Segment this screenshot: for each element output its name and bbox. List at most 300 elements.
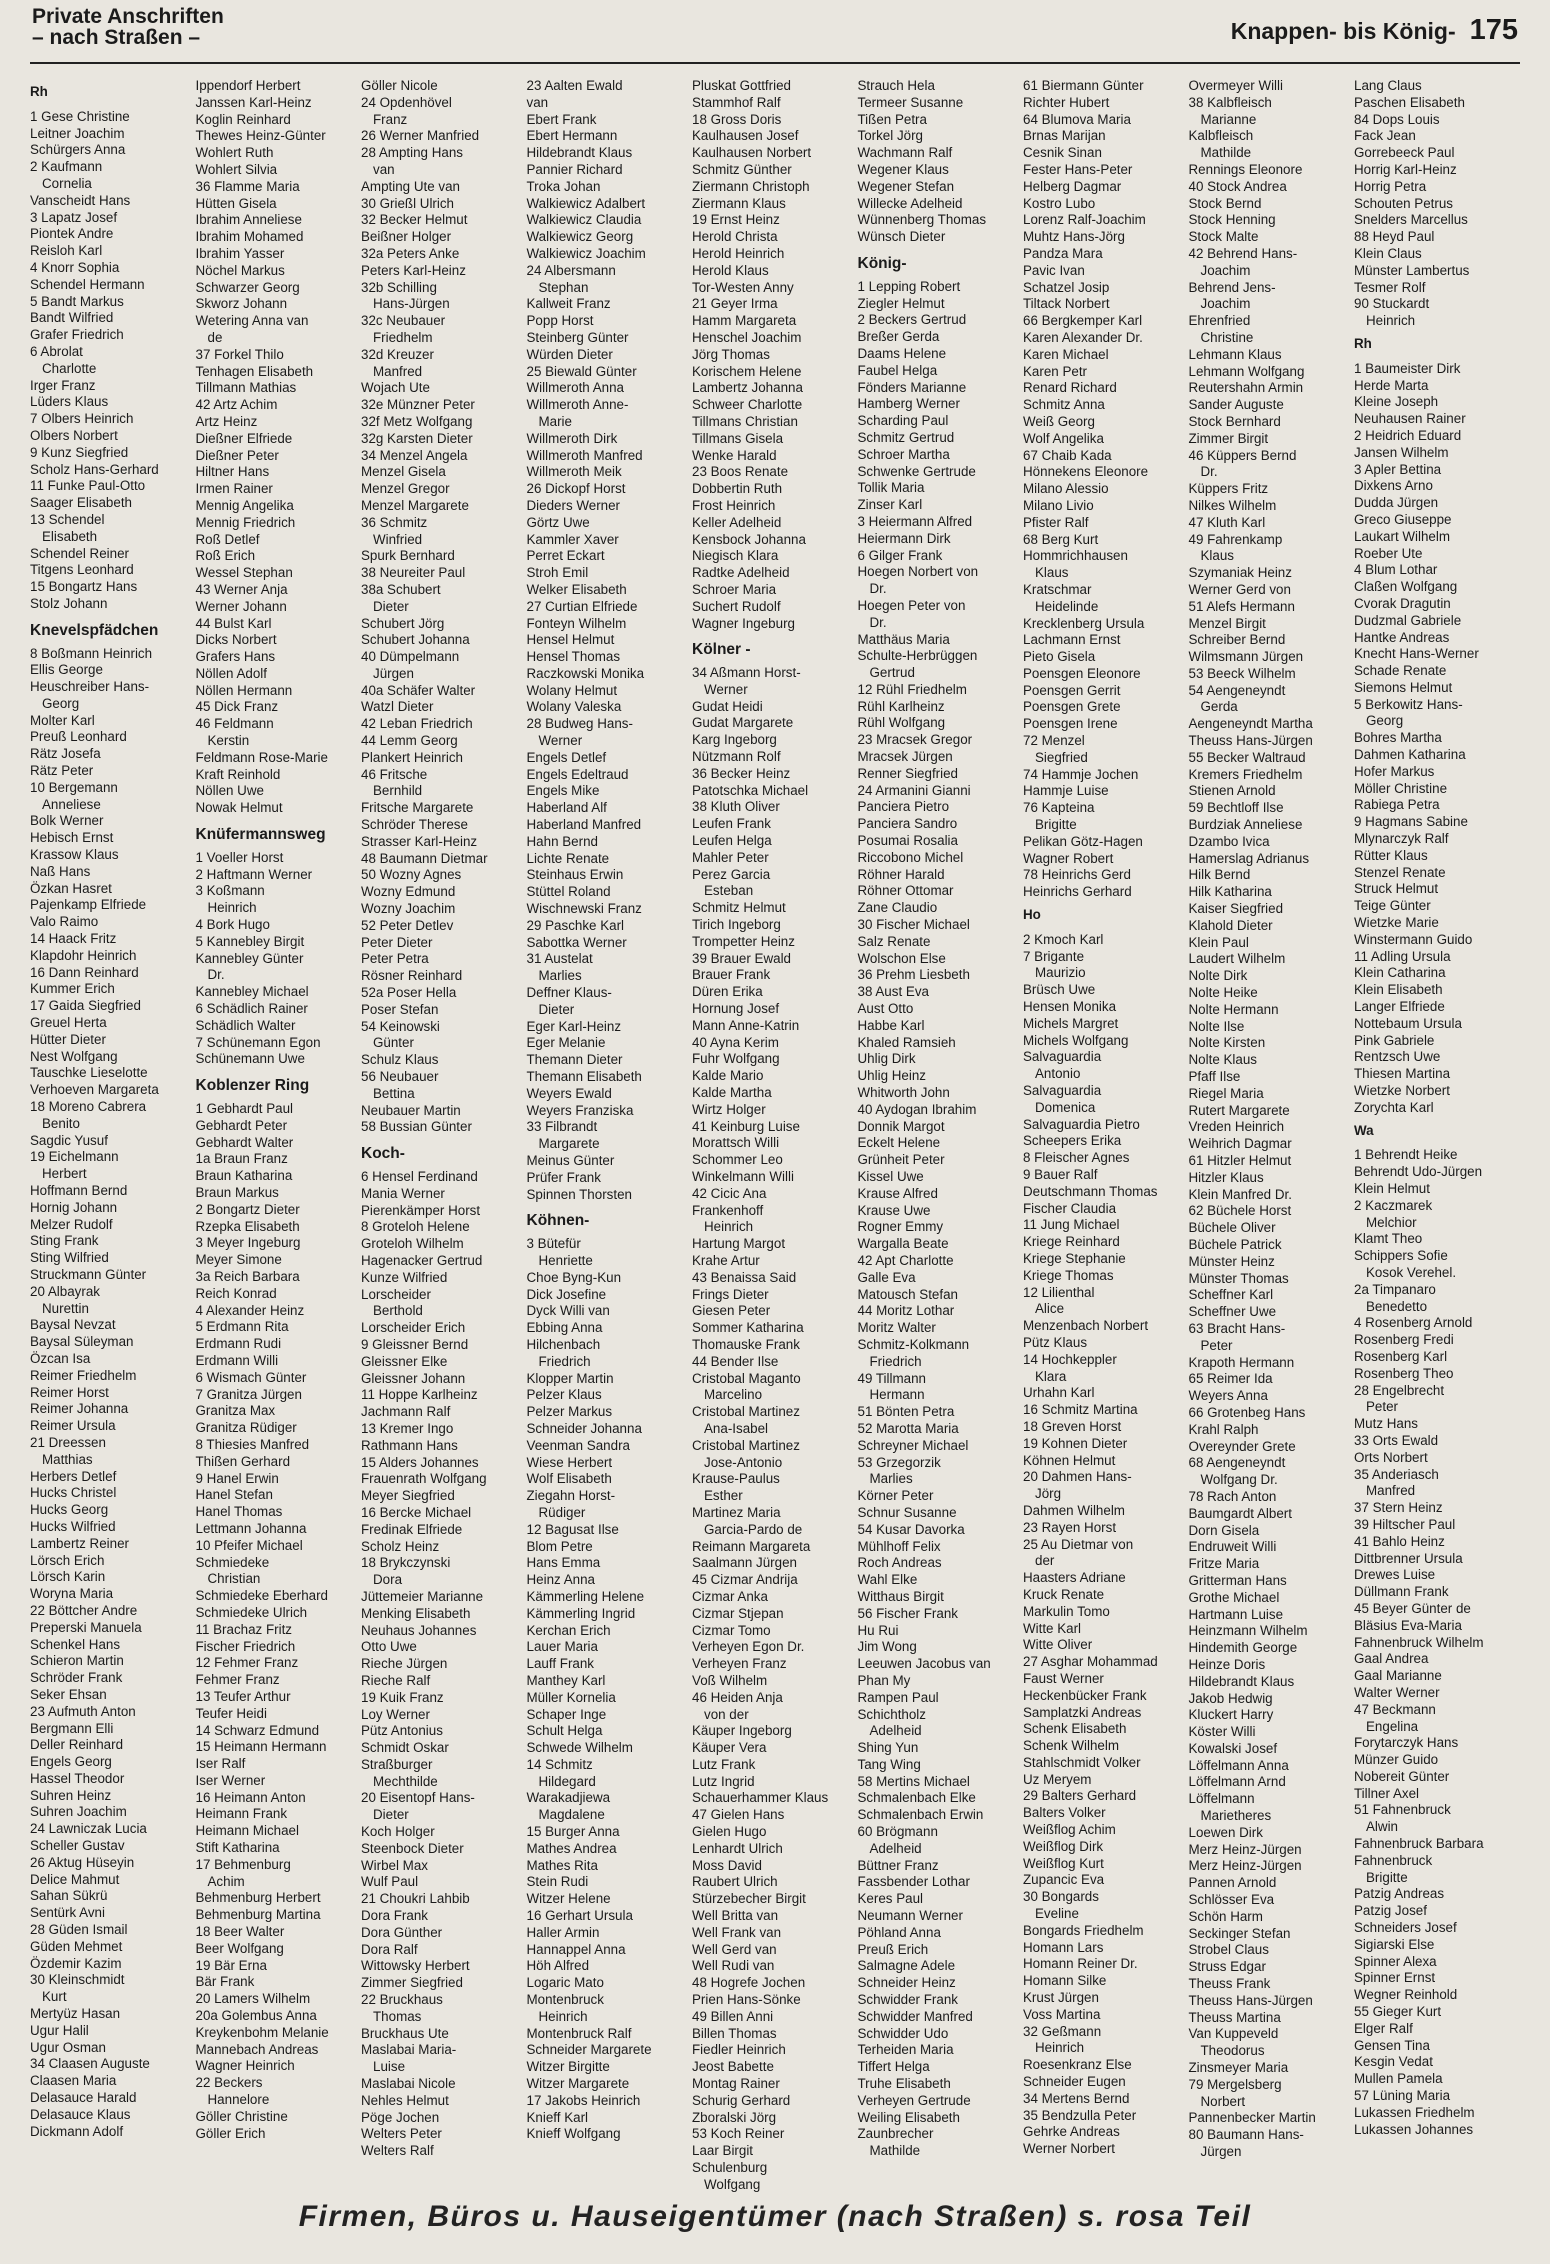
directory-entry: Artz Heinz (195, 413, 258, 429)
directory-entry: 23 Aalten Ewald (526, 78, 623, 93)
directory-entry: Spurk Bernhard (361, 548, 455, 564)
directory-entry: Pelzer Markus (526, 1404, 613, 1420)
directory-entry: Loewen Dirk (1188, 1824, 1263, 1840)
directory-entry: 1a Braun Franz (195, 1151, 288, 1167)
directory-entry: Jim Wong (857, 1639, 917, 1655)
directory-entry: 33 Filbrandt (526, 1119, 598, 1135)
directory-entry: Pieto Gisela (1023, 649, 1096, 665)
directory-entry: Walkiewicz Claudia (526, 212, 642, 228)
directory-entry: Nolte Hermann (1188, 1001, 1279, 1017)
directory-entry: Michels Margret (1023, 1015, 1119, 1031)
directory-entry: 2 Beckers Gertrud (857, 312, 967, 328)
directory-entry: Straßburger (361, 1756, 433, 1772)
directory-entry: Schwidder Udo (857, 2025, 949, 2041)
directory-entry-continuation: Berthold (373, 1303, 423, 1319)
directory-entry: Schouten Petrus (1354, 195, 1454, 211)
directory-entry: 42 Cicic Ana (692, 1185, 767, 1201)
directory-entry: 16 Schmitz Martina (1023, 1402, 1138, 1418)
directory-entry: Burdziak Anneliese (1188, 817, 1303, 833)
directory-entry: Rabiega Petra (1354, 797, 1440, 813)
directory-entry: Schubert Jörg (361, 615, 445, 631)
directory-entry: Walkiewicz Joachim (526, 245, 646, 261)
directory-entry: Nolte Heike (1188, 985, 1258, 1001)
directory-entry: Hoffmann Bernd (30, 1183, 128, 1198)
directory-entry: Blom Petre (526, 1538, 593, 1554)
directory-entry: 52 Peter Detlev (361, 917, 454, 933)
directory-entry: Orts Norbert (1354, 1449, 1428, 1465)
directory-entry: 3 Heiermann Alfred (857, 513, 973, 529)
directory-entry: Gebhardt Walter (195, 1134, 294, 1150)
directory-entry: Müller Kornelia (526, 1689, 616, 1705)
directory-entry: 18 Brykczynski (361, 1555, 451, 1571)
directory-entry: Wolany Helmut (526, 682, 618, 698)
directory-entry: Lehmann Klaus (1188, 346, 1282, 362)
directory-entry: Engels Edeltraud (526, 766, 629, 782)
directory-entry: Dorn Gisela (1188, 1522, 1260, 1538)
directory-entry: Suhren Joachim (30, 1804, 127, 1820)
directory-entry: Schieron Martin (30, 1653, 124, 1669)
directory-entry: Korischem Helene (692, 363, 802, 379)
directory-entry: Neubauer Martin (361, 1102, 461, 1118)
directory-entry: Schulte-Herbrüggen (857, 648, 978, 664)
directory-entry-continuation: Marlies (869, 1471, 913, 1487)
directory-entry: Claasen Maria (30, 2073, 117, 2089)
directory-entry: Kremers Friedhelm (1188, 766, 1303, 782)
directory-entry: Tillmans Christian (692, 413, 798, 429)
directory-column-3 (361, 78, 527, 2159)
directory-entry: Hornig Johann (30, 1199, 118, 1215)
directory-entry: 6 Hensel Ferdinand (361, 1169, 478, 1184)
directory-entry: Homann Reiner Dr. (1023, 1956, 1138, 1972)
directory-entry: 32 Geßmann (1023, 2023, 1102, 2039)
directory-entry: Watzl Dieter (361, 699, 434, 715)
directory-entry: 27 Curtian Elfriede (526, 598, 638, 614)
directory-entry: Hilk Bernd (1188, 867, 1251, 883)
directory-entry-continuation: Friedrich (869, 1353, 922, 1369)
directory-entry: Lenhardt Ulrich (692, 1840, 783, 1856)
directory-entry: 7 Granitza Jürgen (195, 1386, 302, 1402)
directory-entry: Herbers Detlef (30, 1468, 117, 1484)
directory-entry: 45 Beyer Günter de (1354, 1600, 1471, 1616)
directory-entry: 14 Schwarz Edmund (195, 1722, 320, 1738)
directory-entry: 22 Bruckhaus (361, 1992, 443, 2008)
directory-entry: Kaulhausen Josef (692, 128, 799, 144)
directory-entry: Fahnenbruck Barbara (1354, 1836, 1484, 1852)
directory-entry: Düren Erika (692, 984, 763, 1000)
directory-entry: Rzepka Elisabeth (195, 1218, 300, 1234)
directory-entry: Ebert Frank (526, 111, 597, 127)
directory-entry: Rätz Peter (30, 763, 94, 779)
directory-entry: Claßen Wolfgang (1354, 579, 1458, 595)
directory-entry-continuation: Jürgen (373, 665, 414, 681)
street-heading: Wa (1354, 1122, 1374, 1138)
directory-entry: 7 Brigante (1023, 948, 1085, 964)
directory-entry-continuation: Joachim (1200, 296, 1251, 312)
directory-entry: Sentürk Avni (30, 1905, 105, 1921)
directory-entry: Schult Helga (526, 1723, 603, 1739)
street-heading: König- (857, 254, 907, 272)
directory-entry: Gehrke Andreas (1023, 2124, 1120, 2140)
directory-entry: Hornung Josef (692, 1001, 780, 1017)
directory-entry: Rogner Emmy (857, 1219, 944, 1235)
directory-entry: Dixkens Arno (1354, 478, 1433, 494)
directory-entry: 57 Lüning Maria (1354, 2088, 1451, 2104)
directory-entry: Kleine Joseph (1354, 394, 1439, 410)
directory-entry: Sagdic Yusuf (30, 1132, 108, 1148)
street-heading: Rh (30, 84, 48, 99)
directory-entry: Hütter Dieter (30, 1031, 106, 1047)
directory-entry: Patzig Andreas (1354, 1886, 1445, 1902)
directory-entry: Schippers Sofie (1354, 1248, 1448, 1264)
directory-entry: Jeost Babette (692, 2059, 774, 2075)
directory-entry: 12 Fehmer Franz (195, 1655, 299, 1671)
directory-entry: Schneiders Josef (1354, 1920, 1457, 1936)
directory-entry: Stein Rudi (526, 1874, 589, 1890)
directory-entry: 37 Forkel Thilo (195, 346, 284, 362)
street-heading: Knevelspfädchen (30, 621, 159, 639)
directory-entry: Tesmer Rolf (1354, 279, 1426, 295)
directory-entry: Popp Horst (526, 313, 594, 329)
directory-entry: Veenman Sandra (526, 1437, 630, 1453)
directory-entry: 78 Heinrichs Gerd (1023, 867, 1131, 883)
directory-entry: Wachmann Ralf (857, 145, 953, 161)
directory-entry: Witte Karl (1023, 1620, 1082, 1636)
directory-entry: Spinnen Thorsten (526, 1186, 632, 1202)
directory-entry: Wirbel Max (361, 1857, 428, 1873)
directory-entry: 6 Gilger Frank (857, 547, 943, 563)
directory-entry: Nöchel Markus (195, 262, 285, 278)
directory-entry: Lauff Frank (526, 1656, 594, 1672)
directory-entry: Nolte Ilse (1188, 1018, 1245, 1034)
directory-entry: Rieche Jürgen (361, 1656, 448, 1672)
directory-entry-continuation: Heidelinde (1035, 598, 1099, 614)
directory-entry: 8 Thiesies Manfred (195, 1436, 310, 1452)
directory-entry: Schneider Heinz (857, 1975, 956, 1991)
directory-entry: Montenbruck (526, 1992, 604, 2008)
directory-entry: 11 Adling Ursula (1354, 948, 1451, 964)
directory-entry: Bruckhaus Ute (361, 2025, 449, 2041)
directory-entry: 48 Hogrefe Jochen (692, 1975, 806, 1991)
directory-entry: van (526, 94, 549, 110)
directory-entry: Well Rudi van (692, 1958, 775, 1974)
directory-entry-continuation: Gertrud (869, 665, 915, 681)
directory-entry: 28 Engelbrecht (1354, 1382, 1445, 1398)
directory-entry: Witte Oliver (1023, 1637, 1093, 1653)
directory-entry: Granitza Rüdiger (195, 1420, 297, 1436)
directory-entry: 15 Burger Anna (526, 1824, 620, 1840)
directory-entry: Teufer Heidi (195, 1705, 267, 1721)
directory-entry: Rennings Eleonore (1188, 161, 1303, 177)
page-header (30, 0, 1520, 62)
directory-entry: Ehrenfried (1188, 313, 1251, 329)
directory-entry: Schmiedeke Eberhard (195, 1588, 328, 1604)
directory-entry-continuation: Klara (1035, 1368, 1067, 1384)
directory-entry: Wahl Elke (857, 1572, 918, 1588)
directory-entry: Ebbing Anna (526, 1320, 603, 1336)
directory-entry: Tiltack Norbert (1023, 296, 1110, 312)
directory-entry: Leitner Joachim (30, 125, 125, 141)
directory-entry: Strauch Hela (857, 78, 935, 93)
section-title-line2: – nach Straßen – (32, 26, 201, 49)
directory-entry: Käuper Vera (692, 1740, 767, 1756)
directory-entry: 10 Pfeifer Michael (195, 1537, 303, 1553)
directory-entry: Strobel Claus (1188, 1942, 1269, 1958)
directory-entry: Schneider Margarete (526, 2042, 652, 2058)
directory-entry: Klein Helmut (1354, 1181, 1430, 1196)
directory-entry: Klein Manfred Dr. (1188, 1186, 1292, 1202)
directory-entry: Helberg Dagmar (1023, 178, 1122, 194)
directory-entry: Lettmann Johanna (195, 1520, 307, 1536)
directory-entry: Schweer Charlotte (692, 397, 803, 413)
directory-entry: 7 Olbers Heinrich (30, 411, 134, 427)
directory-entry-continuation: Stephan (538, 279, 589, 295)
directory-entry: 3 Apler Bettina (1354, 461, 1442, 477)
directory-entry: Mathes Andrea (526, 1840, 617, 1856)
directory-entry: 44 Bender Ilse (692, 1353, 779, 1369)
directory-entry: Röhner Harald (857, 866, 945, 882)
directory-entry-continuation: Antonio (1035, 1066, 1081, 1082)
directory-entry: Wilmsmann Jürgen (1188, 649, 1304, 665)
directory-entry: Greco Giuseppe (1354, 511, 1452, 527)
directory-entry: 58 Bussian Günter (361, 1119, 472, 1135)
directory-entry: Winkelmann Willi (692, 1169, 794, 1184)
directory-entry: Keller Adelheid (692, 514, 782, 530)
directory-entry: Weyers Franziska (526, 1102, 634, 1118)
directory-entry: Klapdohr Heinrich (30, 947, 137, 963)
directory-entry: Meinus Günter (526, 1153, 615, 1168)
street-heading: Ho (1023, 907, 1041, 923)
directory-entry: 64 Blumova Maria (1023, 111, 1131, 127)
directory-entry: Hilchenbach (526, 1336, 601, 1352)
directory-entry: Prien Hans-Sönke (692, 1992, 801, 2008)
directory-entry: Groteloh Wilhelm (361, 1236, 464, 1252)
directory-entry: Hahn Bernd (526, 833, 598, 849)
directory-column-7 (1023, 78, 1189, 2157)
directory-entry-continuation: Norbert (1200, 2093, 1246, 2109)
directory-entry: Schroer Martha (857, 446, 950, 462)
directory-entry: Erdmann Rudi (195, 1336, 282, 1352)
directory-entry: Baysal Nevzat (30, 1317, 116, 1333)
directory-entry: 12 Bagusat Ilse (526, 1521, 619, 1537)
directory-entry: 18 Gross Doris (692, 111, 782, 127)
directory-entry: 84 Dops Louis (1354, 111, 1440, 127)
directory-entry: Gaal Andrea (1354, 1651, 1429, 1667)
directory-entry: Jörg Thomas (692, 346, 770, 362)
directory-entry: Zaunbrecher (857, 2126, 934, 2142)
directory-entry: 16 Heimann Anton (195, 1789, 306, 1805)
directory-entry-continuation: der (1035, 1553, 1055, 1569)
directory-entry: Cristobal Martinez (692, 1437, 800, 1453)
directory-entry: Schmalenbach Erwin (857, 1807, 984, 1823)
directory-entry: Reimer Johanna (30, 1401, 129, 1417)
directory-entry: Mathes Rita (526, 1857, 598, 1873)
street-heading: Knüfermannsweg (195, 826, 326, 844)
directory-entry: Homann Lars (1023, 1939, 1104, 1955)
directory-entry: Lorscheider (361, 1286, 431, 1302)
footer-note: Firmen, Büros u. Hauseigentümer (nach Straßen) s. rosa Teil (298, 2200, 1252, 2233)
directory-entry: Fönders Marianne (857, 379, 967, 395)
directory-entry: Zinser Karl (857, 497, 923, 513)
directory-entry: Schmitz-Kolkmann (857, 1336, 970, 1352)
directory-entry: Knieff Wolfgang (526, 2126, 621, 2142)
directory-entry: 41 Bahlo Heinz (1354, 1533, 1445, 1549)
directory-entry: Karen Michael (1023, 346, 1109, 362)
directory-entry: Theuss Hans-Jürgen (1188, 733, 1313, 749)
directory-entry: Preuß Leonhard (30, 729, 127, 745)
directory-entry: Schmitz Anna (1023, 397, 1105, 413)
directory-entry: Hensel Thomas (526, 649, 621, 665)
directory-entry: Koglin Reinhard (195, 111, 291, 127)
directory-entry: 25 Au Dietmar von (1023, 1536, 1134, 1552)
directory-entry: Overeynder Grete (1188, 1438, 1296, 1454)
directory-entry: 38 Aust Eva (857, 984, 929, 1000)
directory-entry-continuation: Magdalene (538, 1807, 605, 1823)
directory-entry: Leufen Helga (692, 833, 772, 849)
directory-entry: Özcan Isa (30, 1350, 91, 1366)
directory-entry-continuation: Franz (373, 111, 408, 127)
directory-entry: Ibrahim Anneliese (195, 212, 302, 228)
directory-entry-continuation: Dora (373, 1572, 403, 1588)
directory-entry: Stock Bernd (1188, 195, 1262, 211)
directory-entry: 35 Bendzulla Peter (1023, 2107, 1137, 2123)
directory-entry: 26 Dickopf Horst (526, 481, 626, 497)
directory-entry: Klein Claus (1354, 245, 1422, 261)
directory-entry: Pfister Ralf (1023, 514, 1089, 530)
directory-entry: 62 Büchele Horst (1188, 1203, 1292, 1219)
directory-entry: 15 Bongartz Hans (30, 579, 138, 595)
directory-entry: 34 Claasen Auguste (30, 2056, 150, 2072)
directory-entry: Rühl Wolfgang (857, 715, 946, 731)
directory-entry: Themann Elisabeth (526, 1069, 642, 1085)
directory-entry: Neuhaus Johannes (361, 1622, 477, 1638)
directory-entry: Nolte Dirk (1188, 968, 1248, 984)
directory-entry: 43 Werner Anja (195, 581, 288, 597)
directory-column-8 (1188, 78, 1355, 2160)
directory-entry: Nilkes Wilhelm (1188, 497, 1277, 513)
directory-entry: Shing Yun (857, 1740, 919, 1756)
directory-entry: Weiß Georg (1023, 413, 1095, 429)
directory-entry: Radtke Adelheid (692, 565, 790, 581)
directory-entry: 20 Eisentopf Hans- (361, 1790, 475, 1806)
directory-entry: 50 Wozny Agnes (361, 867, 462, 883)
directory-entry: 32c Neubauer (361, 313, 446, 329)
directory-entry: Woryna Maria (30, 1586, 114, 1602)
directory-entry: 32 Becker Helmut (361, 212, 468, 228)
directory-entry: 53 Koch Reiner (692, 2126, 785, 2142)
directory-entry-continuation: Henriette (538, 1252, 593, 1268)
directory-entry: Theuss Hans-Jürgen (1188, 1992, 1313, 2008)
directory-entry: Molter Karl (30, 712, 95, 728)
directory-entry-continuation: von der (704, 1706, 749, 1722)
directory-entry: Rätz Josefa (30, 746, 101, 762)
directory-entry: Hamm Margareta (692, 313, 797, 329)
directory-entry: Dick Josefine (526, 1286, 607, 1302)
directory-entry: Werner Johann (195, 598, 287, 614)
directory-entry: Sting Wilfried (30, 1250, 109, 1266)
directory-entry: Ugur Osman (30, 2039, 106, 2055)
directory-entry: Schmiedeke (195, 1554, 270, 1570)
directory-entry: Pütz Klaus (1023, 1334, 1088, 1350)
directory-entry: Fahnenbruck (1354, 1852, 1433, 1868)
directory-entry-continuation: Wolfgang (704, 2176, 761, 2192)
directory-entry: Kaiser Siegfried (1188, 901, 1284, 917)
directory-entry: Hanel Thomas (195, 1504, 283, 1520)
directory-entry: Struck Helmut (1354, 881, 1439, 897)
directory-entry: Lorenz Ralf-Joachim (1023, 212, 1146, 228)
directory-entry: Dittbrenner Ursula (1354, 1550, 1463, 1566)
directory-entry: Roch Andreas (857, 1555, 942, 1571)
directory-entry: Tollik Maria (857, 480, 925, 496)
directory-entry: Rosenberg Theo (1354, 1365, 1454, 1381)
directory-entry-continuation: Werner (538, 733, 583, 749)
directory-entry: 4 Rosenberg Arnold (1354, 1315, 1473, 1331)
directory-entry: Schubert Johanna (361, 632, 470, 648)
directory-entry: Görtz Uwe (526, 514, 590, 530)
directory-entry: 52 Marotta Maria (857, 1420, 959, 1436)
directory-entry: Perret Eckart (526, 548, 605, 564)
street-range: Knappen- bis König- (1230, 18, 1456, 44)
directory-entry: Choe Byng-Kun (526, 1269, 622, 1285)
directory-entry: Henschel Joachim (692, 329, 802, 345)
directory-entry: Nöllen Hermann (195, 682, 293, 698)
directory-entry: 30 Grießl Ulrich (361, 195, 455, 211)
directory-entry: 13 Teufer Arthur (195, 1688, 291, 1704)
directory-entry: Lang Claus (1354, 78, 1422, 93)
street-heading: Koch- (361, 1145, 405, 1163)
directory-entry: Rütter Klaus (1354, 847, 1428, 863)
directory-entry: 88 Heyd Paul (1354, 229, 1435, 245)
directory-entry: Lutz Ingrid (692, 1773, 755, 1789)
directory-entry: Aust Otto (857, 1001, 914, 1017)
directory-entry: Rühl Karlheinz (857, 698, 945, 714)
directory-entry-continuation: Hans-Jürgen (373, 296, 450, 312)
directory-entry: 35 Anderiasch (1354, 1466, 1439, 1482)
directory-entry: Salz Renate (857, 933, 931, 949)
directory-entry: 30 Fischer Michael (857, 917, 970, 933)
directory-entry: Rentzsch Uwe (1354, 1049, 1441, 1065)
directory-entry: 23 Rayen Horst (1023, 1519, 1117, 1535)
directory-entry: 21 Dreessen (30, 1434, 106, 1450)
directory-entry: Themann Dieter (526, 1052, 623, 1068)
directory-entry: Heinrichs Gerhard (1023, 884, 1132, 900)
directory-entry: Zupancic Eva (1023, 1872, 1105, 1888)
directory-entry: Tillmann Mathias (195, 380, 297, 396)
directory-entry: Moritz Walter (857, 1320, 936, 1336)
directory-entry: Schneider Eugen (1023, 2074, 1126, 2090)
directory-entry: Thißen Gerhard (195, 1453, 291, 1469)
directory-entry: Pandza Mara (1023, 245, 1103, 261)
directory-entry: Steinhaus Erwin (526, 867, 624, 883)
directory-entry: Ibrahim Yasser (195, 245, 285, 261)
directory-entry: Werner Norbert (1023, 2141, 1116, 2157)
directory-entry: Logaric Mato (526, 1975, 604, 1991)
directory-entry: Schneider Johanna (526, 1420, 642, 1436)
directory-entry-continuation: Herbert (42, 1166, 87, 1182)
directory-entry: Dahmen Wilhelm (1023, 1502, 1125, 1518)
directory-entry: Terheiden Maria (857, 2042, 954, 2058)
directory-entry: Strasser Karl-Heinz (361, 833, 478, 849)
directory-entry: Fonteyn Wilhelm (526, 615, 627, 631)
directory-entry: Krapoth Hermann (1188, 1354, 1295, 1370)
directory-entry: Hitzler Klaus (1188, 1169, 1264, 1185)
directory-entry: Hucks Christel (30, 1485, 117, 1501)
directory-entry: Markulin Tomo (1023, 1603, 1110, 1619)
directory-entry-continuation: Mathilde (869, 2143, 921, 2159)
directory-entry: Otto Uwe (361, 1639, 417, 1655)
directory-entry: 1 Voeller Horst (195, 849, 284, 865)
directory-entry: Valo Raimo (30, 914, 99, 930)
directory-entry: Saager Elisabeth (30, 495, 132, 511)
